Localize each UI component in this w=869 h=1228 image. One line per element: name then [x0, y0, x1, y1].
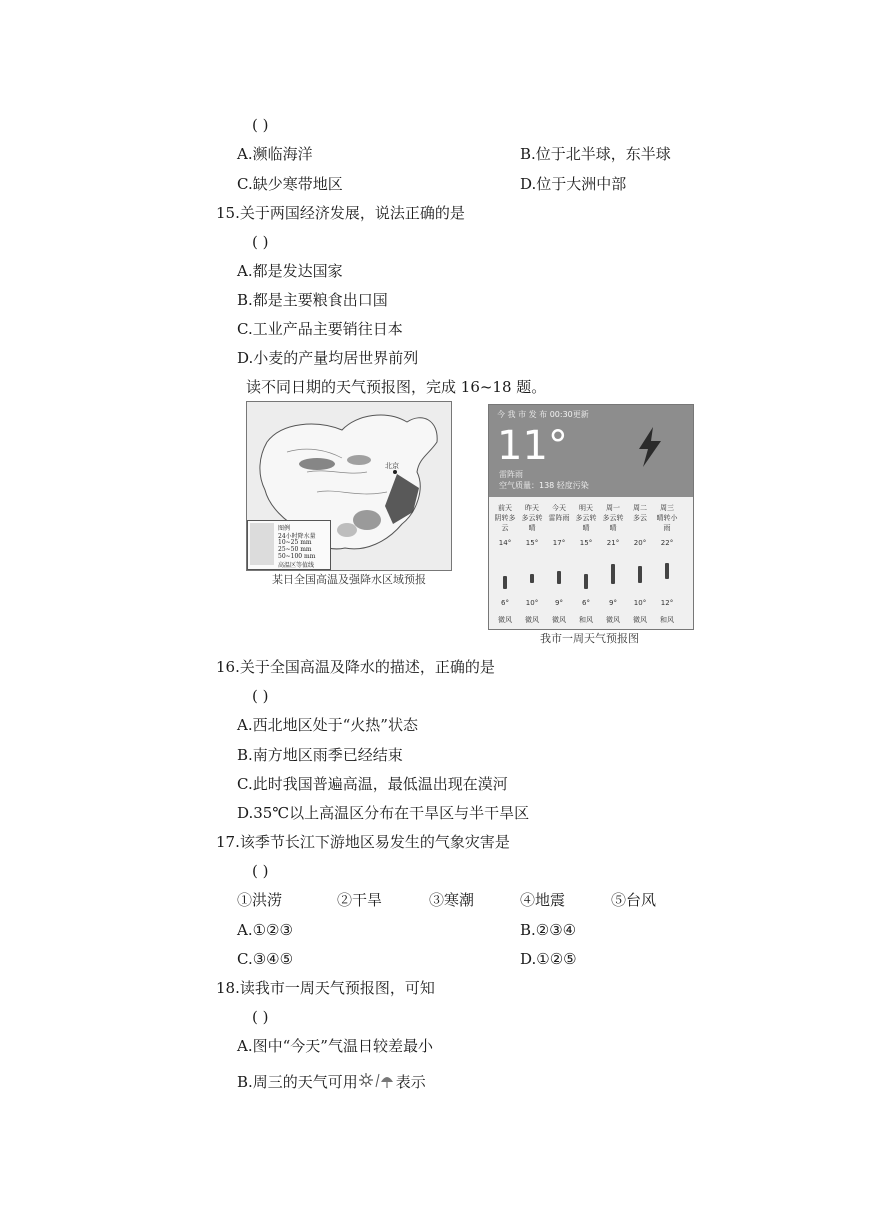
- day-high: 21°: [606, 539, 620, 547]
- map-caption: 某日全国高温及强降水区域预报: [272, 573, 426, 586]
- day-high: 20°: [633, 539, 647, 547]
- q17-option-b: B.②③④: [520, 921, 577, 939]
- q14-option-a: A.濒临海洋: [237, 145, 313, 163]
- current-condition: 雷阵雨: [499, 470, 523, 479]
- day-name: 周二: [633, 504, 647, 512]
- day-weather: 多云转晴: [575, 514, 597, 532]
- day-wind: 微风: [525, 616, 539, 624]
- q17-item-4: ④地震: [520, 891, 566, 909]
- forecast-header-text: 今 我 市 发 布 00:30更新: [497, 410, 589, 419]
- q14-option-d: D.位于大洲中部: [520, 175, 627, 193]
- q14-option-b: B.位于北半球，东半球: [520, 145, 671, 163]
- day-low: 6°: [582, 599, 590, 607]
- q15-paren: ( ): [252, 233, 269, 251]
- day-low: 12°: [660, 599, 674, 607]
- legend-title: 图例: [278, 525, 291, 532]
- day-wind: 和风: [660, 616, 674, 624]
- q17-item-1: ①洪涝: [237, 891, 283, 909]
- day-weather: 晴转小雨: [656, 514, 678, 532]
- legend-item-2: 25~50 mm: [278, 546, 312, 553]
- day-low: 10°: [633, 599, 647, 607]
- q17-stem: 17.该季节长江下游地区易发生的气象灾害是: [216, 833, 510, 851]
- temp-range-bar: [584, 574, 588, 589]
- q14-option-c: C.缺少寒带地区: [237, 175, 343, 193]
- day-name: 前天: [498, 504, 512, 512]
- q17-paren: ( ): [252, 862, 269, 880]
- temp-range-bar: [638, 566, 642, 583]
- legend-item-3: 50~100 mm: [278, 553, 316, 560]
- day-weather: 雷阵雨: [548, 514, 570, 522]
- q17-option-d: D.①②⑤: [520, 950, 577, 968]
- day-wind: 微风: [633, 616, 647, 624]
- day-high: 15°: [525, 539, 539, 547]
- legend-subtitle: 24小时降水量: [278, 533, 316, 540]
- legend-item-4: 高温区等值线: [278, 562, 315, 569]
- day-name: 周一: [606, 504, 620, 512]
- q18-option-b-pre: B.周三的天气可用: [237, 1073, 358, 1091]
- q17-option-c: C.③④⑤: [237, 950, 294, 968]
- q18-stem: 18.读我市一周天气预报图，可知: [216, 979, 435, 997]
- q17-item-2: ②干旱: [337, 891, 383, 909]
- day-weather: 多云转晴: [602, 514, 624, 532]
- temp-range-bar: [557, 571, 561, 584]
- day-weather: 阴转多云: [494, 514, 516, 532]
- q16-paren: ( ): [252, 687, 269, 705]
- q16-option-a: A.西北地区处于“火热”状态: [237, 716, 418, 734]
- q15-option-d: D.小麦的产量均居世界前列: [237, 349, 419, 367]
- weekly-forecast-panel: [488, 404, 694, 630]
- map-legend: [247, 520, 331, 570]
- q17-option-a: A.①②③: [237, 921, 293, 939]
- q15-option-c: C.工业产品主要销往日本: [237, 320, 403, 338]
- day-name: 明天: [579, 504, 593, 512]
- q16-option-b: B.南方地区雨季已经结束: [237, 746, 403, 764]
- q15-option-b: B.都是主要粮食出口国: [237, 291, 388, 309]
- day-low: 9°: [555, 599, 563, 607]
- current-weather-header: [489, 405, 693, 497]
- day-name: 昨天: [525, 504, 539, 512]
- day-weather: 多云: [633, 514, 647, 522]
- forecast-caption: 我市一周天气预报图: [540, 632, 639, 645]
- map-city-label: 北京: [385, 462, 399, 470]
- day-weather: 多云转晴: [521, 514, 543, 532]
- temp-range-bar: [530, 574, 534, 582]
- day-wind: 微风: [552, 616, 566, 624]
- section-intro: 读不同日期的天气预报图，完成 16~18 题。: [246, 378, 547, 396]
- q15-option-a: A.都是发达国家: [237, 262, 343, 280]
- day-high: 22°: [660, 539, 674, 547]
- day-low: 10°: [525, 599, 539, 607]
- temp-range-bar: [611, 564, 615, 584]
- day-wind: 微风: [498, 616, 512, 624]
- q16-option-c: C.此时我国普遍高温，最低温出现在漠河: [237, 775, 508, 793]
- sun-rain-icon: [358, 1072, 396, 1090]
- q16-option-d: D.35℃以上高温区分布在干旱区与半干旱区: [237, 804, 530, 822]
- temp-range-bar: [665, 563, 669, 580]
- day-wind: 微风: [606, 616, 620, 624]
- air-quality: 空气质量：138 轻度污染: [499, 481, 589, 490]
- day-name: 今天: [552, 504, 566, 512]
- day-wind: 和风: [579, 616, 593, 624]
- q18-option-a: A.图中“今天”气温日较差最小: [237, 1037, 433, 1055]
- q16-stem: 16.关于全国高温及降水的描述，正确的是: [216, 658, 495, 676]
- lightning-icon: [635, 427, 665, 467]
- temp-range-bar: [503, 576, 507, 589]
- q15-stem: 15.关于两国经济发展，说法正确的是: [216, 204, 465, 222]
- day-high: 15°: [579, 539, 593, 547]
- heat-zone-northwest: [299, 458, 335, 470]
- china-forecast-map: [246, 401, 452, 571]
- current-temperature: 11°: [497, 423, 568, 469]
- day-high: 14°: [498, 539, 512, 547]
- q18-option-b-post: 表示: [395, 1073, 426, 1091]
- day-name: 周三: [660, 504, 674, 512]
- q18-paren: ( ): [252, 1008, 269, 1026]
- day-high: 17°: [552, 539, 566, 547]
- q18-option-b: [237, 1072, 426, 1091]
- day-low: 6°: [501, 599, 509, 607]
- q17-item-3: ③寒潮: [429, 891, 475, 909]
- day-low: 9°: [609, 599, 617, 607]
- legend-item-1: 10~25 mm: [278, 539, 312, 546]
- q17-item-5: ⑤台风: [611, 891, 657, 909]
- q14-paren: ( ): [252, 116, 269, 134]
